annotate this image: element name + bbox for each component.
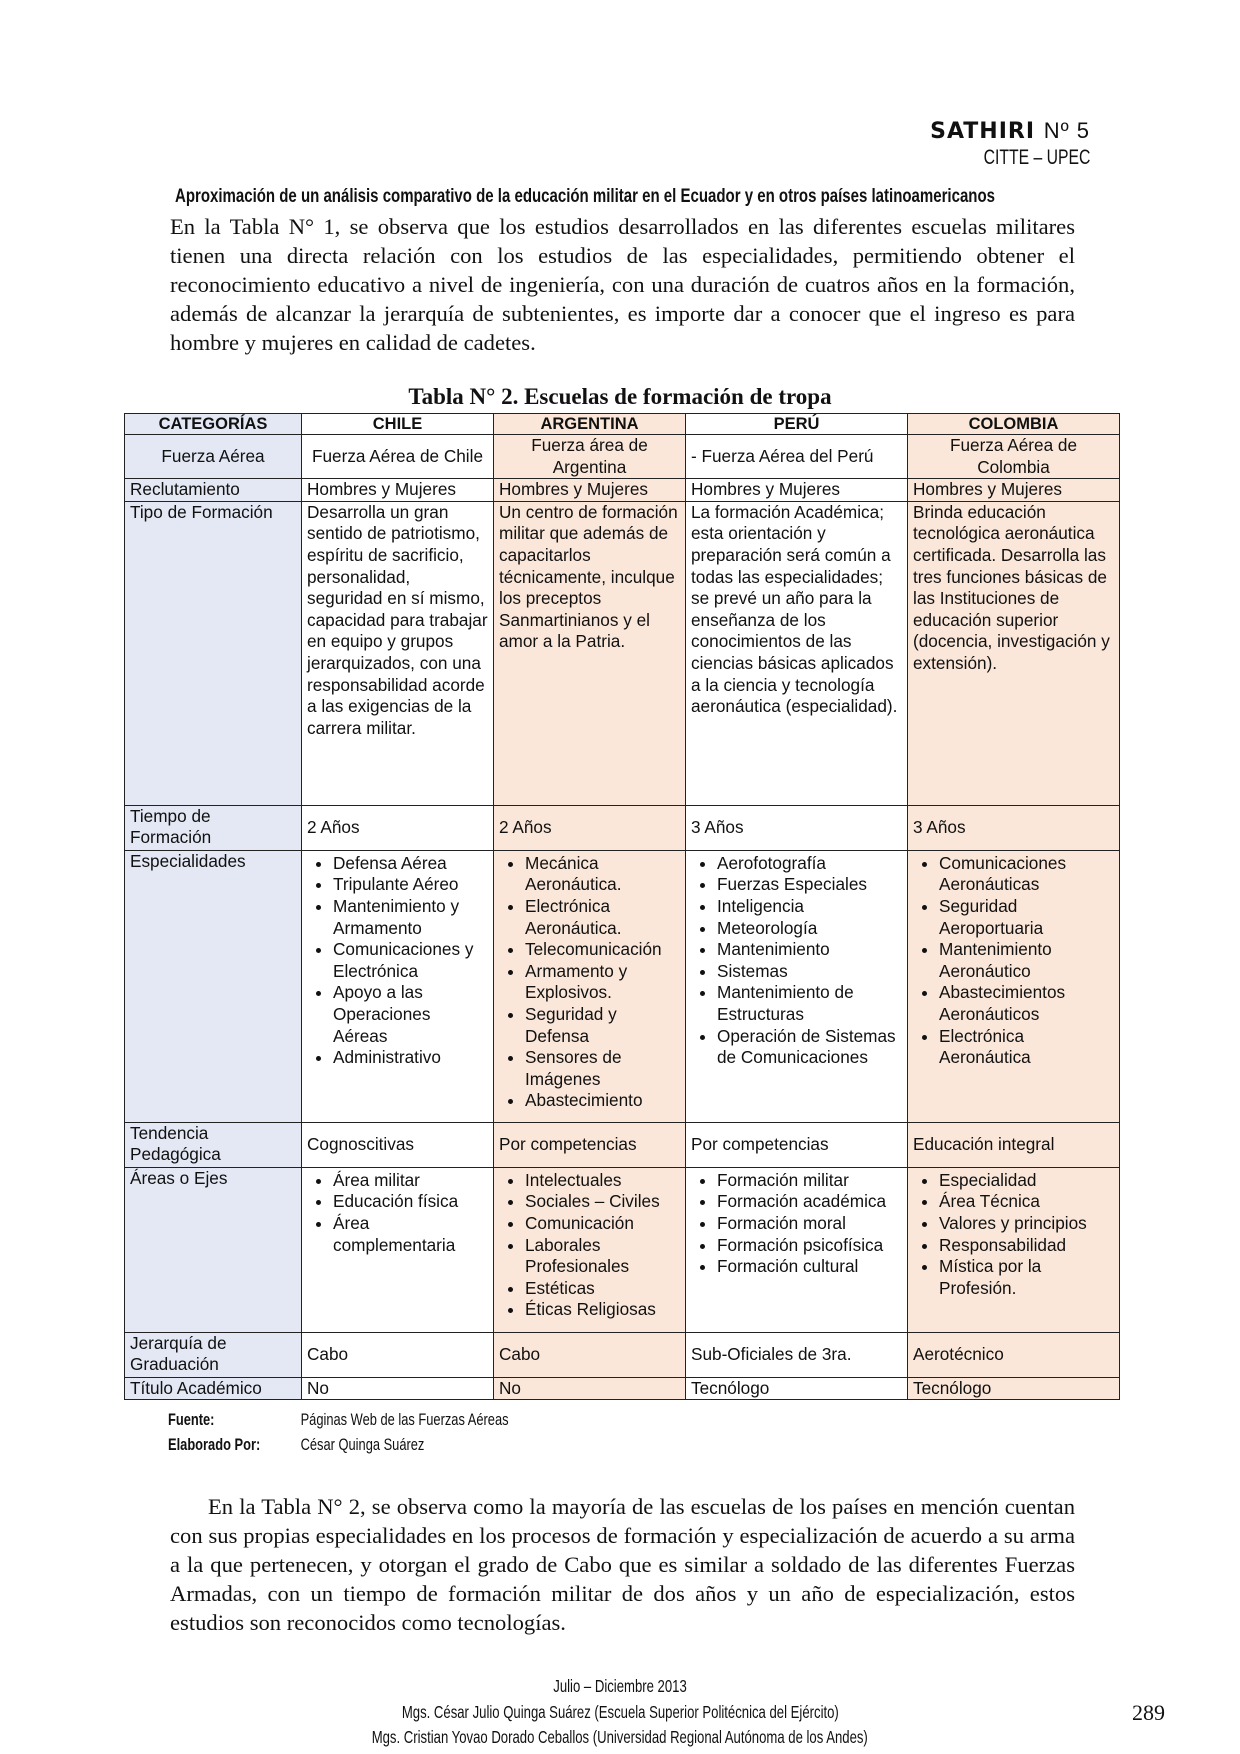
list-item: • Comunicaciones Aeronáuticas <box>939 853 1114 896</box>
bullet-list <box>307 853 488 1069</box>
table-cell: Hombres y Mujeres <box>302 479 494 502</box>
list-item: • Comunicación <box>525 1213 680 1235</box>
table-cell: Tecnólogo <box>686 1377 908 1400</box>
journal-issue: Nº 5 <box>1043 118 1090 143</box>
page-number: 289 <box>1132 1700 1165 1725</box>
list-item: • Apoyo a las Operaciones Aéreas <box>333 982 488 1047</box>
table-cell: Brinda educación tecnológica aeronáutica certificada. Desarrolla las tres funciones básicas de las Instituciones de educación superior (docencia, investigación y extensión). <box>908 501 1120 805</box>
list-item: • Formación moral <box>717 1213 902 1235</box>
table-cell: Cognoscitivas <box>302 1122 494 1167</box>
list-item: • Mantenimiento de Estructuras <box>717 982 902 1025</box>
list-item: • Meteorología <box>717 918 902 940</box>
table-cell: 2 Años <box>302 805 494 850</box>
table-cell: Fuerza área de Argentina <box>494 435 686 479</box>
elaborado-label: Elaborado Por: <box>168 1436 261 1454</box>
list-item: • Sensores de Imágenes <box>525 1047 680 1090</box>
table-cell: Cabo <box>494 1332 686 1377</box>
row-label: Especialidades <box>125 850 302 1122</box>
list-item: • Educación física <box>333 1191 488 1213</box>
article-title: Aproximación de un análisis comparativo de la educación militar en el Ecuador y en otros países latinoamericanos <box>175 186 995 207</box>
footer-author-2: Mgs. Cristian Yovao Dorado Ceballos (Universidad Regional Autónoma de los Andes) <box>371 1727 869 1747</box>
table-cell <box>494 1167 686 1332</box>
table-cell: Un centro de formación militar que además de capacitarlos técnicamente, inculque los preceptos Sanmartinianos y el amor a la Patria. <box>494 501 686 805</box>
list-item: • Sistemas <box>717 961 902 983</box>
paragraph-1: En la Tabla N° 1, se observa que los estudios desarrollados en las diferentes escuelas militares tienen una directa relación con los estudios de las especialidades, permitiendo obtener el reconocimiento educativo a nivel de ingeniería, con una duración de cuatros años en la formación, además de alcanzar la jerarquía de subtenientes, es importe dar a conocer que el ingreso es para hombre y mujeres en calidad de cadetes. <box>170 214 1075 355</box>
list-item: • Estéticas <box>525 1278 680 1300</box>
table-cell: Desarrolla un gran sentido de patriotismo, espíritu de sacrificio, personalidad, seguridad en sí mismo, capacidad para trabajar en equipo y grupos jerarquizados, con una responsabilidad acorde a las exigencias de la carrera militar. <box>302 501 494 805</box>
list-item: • Inteligencia <box>717 896 902 918</box>
list-item: • Mecánica Aeronáutica. <box>525 853 680 896</box>
row-label: Tipo de Formación <box>125 501 302 805</box>
table-cell <box>686 850 908 1122</box>
table-cell: Cabo <box>302 1332 494 1377</box>
row-label: Tiempo de Formación <box>125 805 302 850</box>
bullet-list <box>499 853 680 1112</box>
list-item: • Área complementaria <box>333 1213 488 1256</box>
table-cell: Hombres y Mujeres <box>494 479 686 502</box>
list-item: • Defensa Aérea <box>333 853 488 875</box>
table-row <box>125 1332 1120 1377</box>
table-cell: 2 Años <box>494 805 686 850</box>
header-argentina: ARGENTINA <box>494 414 686 435</box>
table-cell <box>494 850 686 1122</box>
list-item: • Electrónica Aeronáutica <box>939 1026 1114 1069</box>
list-item: • Formación militar <box>717 1170 902 1192</box>
table-cell: Hombres y Mujeres <box>908 479 1120 502</box>
footer-author-1: Mgs. César Julio Quinga Suárez (Escuela Superior Politécnica del Ejército) <box>401 1702 839 1722</box>
list-item: • Valores y principios <box>939 1213 1114 1235</box>
list-item: • Aerofotografía <box>717 853 902 875</box>
table-cell: No <box>302 1377 494 1400</box>
header-peru: PERÚ <box>686 414 908 435</box>
table-cell: Por competencias <box>494 1122 686 1167</box>
bullet-list <box>913 1170 1114 1300</box>
list-item: • Seguridad Aeroportuaria <box>939 896 1114 939</box>
row-label: Áreas o Ejes <box>125 1167 302 1332</box>
list-item: • Comunicaciones y Electrónica <box>333 939 488 982</box>
elaborado-value: César Quinga Suárez <box>300 1436 425 1454</box>
table-row <box>125 435 1120 479</box>
table-cell <box>908 850 1120 1122</box>
list-item: • Mantenimiento Aeronáutico <box>939 939 1114 982</box>
table-row <box>125 501 1120 805</box>
header-colombia: COLOMBIA <box>908 414 1120 435</box>
table-cell: 3 Años <box>686 805 908 850</box>
table-cell: Hombres y Mujeres <box>686 479 908 502</box>
list-item: • Sociales – Civiles <box>525 1191 680 1213</box>
table-row <box>125 1122 1120 1167</box>
table-cell: Aerotécnico <box>908 1332 1120 1377</box>
table-cell <box>908 1167 1120 1332</box>
table-cell: Sub-Oficiales de 3ra. <box>686 1332 908 1377</box>
list-item: • Electrónica Aeronáutica. <box>525 896 680 939</box>
bullet-list <box>499 1170 680 1321</box>
table-cell: No <box>494 1377 686 1400</box>
row-label: Reclutamiento <box>125 479 302 502</box>
header-categorias: CATEGORÍAS <box>125 414 302 435</box>
row-label: Fuerza Aérea <box>125 435 302 479</box>
row-label: Título Académico <box>125 1377 302 1400</box>
bullet-list <box>307 1170 488 1256</box>
author-line <box>168 1433 509 1458</box>
list-item: • Operación de Sistemas de Comunicaciones <box>717 1026 902 1069</box>
list-item: • Laborales Profesionales <box>525 1235 680 1278</box>
table-cell: Tecnólogo <box>908 1377 1120 1400</box>
list-item: • Éticas Religiosas <box>525 1299 680 1321</box>
table-cell <box>302 1167 494 1332</box>
list-item: • Intelectuales <box>525 1170 680 1192</box>
table-cell: - Fuerza Aérea del Perú <box>686 435 908 479</box>
list-item: • Área Técnica <box>939 1191 1114 1213</box>
row-label: Jerarquía de Graduación <box>125 1332 302 1377</box>
table-cell <box>686 1167 908 1332</box>
table-row <box>125 1167 1120 1332</box>
list-item: • Especialidad <box>939 1170 1114 1192</box>
footer-period: Julio – Diciembre 2013 <box>553 1676 687 1696</box>
bullet-list <box>691 1170 902 1278</box>
table-source <box>168 1408 509 1458</box>
list-item: • Mantenimiento y Armamento <box>333 896 488 939</box>
list-item: • Tripulante Aéreo <box>333 874 488 896</box>
list-item: • Formación psicofísica <box>717 1235 902 1257</box>
list-item: • Abastecimiento <box>525 1090 680 1112</box>
list-item: • Mantenimiento <box>717 939 902 961</box>
list-item: • Mística por la Profesión. <box>939 1256 1114 1299</box>
journal-name: SATHIRI <box>930 119 1036 144</box>
list-item: • Formación cultural <box>717 1256 902 1278</box>
paragraph-2: En la Tabla N° 2, se observa como la mayoría de las escuelas de los países en mención cuentan con sus propias especialidades en los procesos de formación y especialización de acuerdo a su arma a la que pertenecen, y otorgan el grado de Cabo que es similar a soldado de las diferentes Fuerzas Armadas, con un tiempo de formación militar de dos años y un año de especialización, estos estudios son reconocidos como tecnologías. <box>170 1494 1075 1635</box>
journal-org: CITTE – UPEC <box>983 146 1090 169</box>
list-item: • Abastecimientos Aeronáuticos <box>939 982 1114 1025</box>
table-cell: Educación integral <box>908 1122 1120 1167</box>
list-item: • Administrativo <box>333 1047 488 1069</box>
row-label: Tendencia Pedagógica <box>125 1122 302 1167</box>
comparison-table <box>124 413 1120 1400</box>
table-row <box>125 850 1120 1122</box>
source-line <box>168 1408 509 1433</box>
table-cell: 3 Años <box>908 805 1120 850</box>
list-item: • Armamento y Explosivos. <box>525 961 680 1004</box>
table-cell <box>302 850 494 1122</box>
table-row <box>125 805 1120 850</box>
table-row <box>125 1377 1120 1400</box>
table-header-row <box>125 414 1120 435</box>
table-cell: Por competencias <box>686 1122 908 1167</box>
bullet-list <box>691 853 902 1069</box>
list-item: • Telecomunicación <box>525 939 680 961</box>
bullet-list <box>913 853 1114 1069</box>
table-cell: Fuerza Aérea de Chile <box>302 435 494 479</box>
header-chile: CHILE <box>302 414 494 435</box>
list-item: • Fuerzas Especiales <box>717 874 902 896</box>
table-caption: Tabla N° 2. Escuelas de formación de tropa <box>408 384 832 409</box>
journal-header <box>930 118 1090 144</box>
table-row <box>125 479 1120 502</box>
source-label: Fuente: <box>168 1411 215 1429</box>
table-cell: La formación Académica; esta orientación y preparación será común a todas las especialidades; se prevé un año para la enseñanza de los conocimientos de las ciencias básicas aplicados a la ciencia y tecnología aeronáutica (especialidad). <box>686 501 908 805</box>
list-item: • Área militar <box>333 1170 488 1192</box>
list-item: • Formación académica <box>717 1191 902 1213</box>
list-item: • Seguridad y Defensa <box>525 1004 680 1047</box>
source-value: Páginas Web de las Fuerzas Aéreas <box>300 1411 509 1429</box>
list-item: • Responsabilidad <box>939 1235 1114 1257</box>
table-cell: Fuerza Aérea de Colombia <box>908 435 1120 479</box>
